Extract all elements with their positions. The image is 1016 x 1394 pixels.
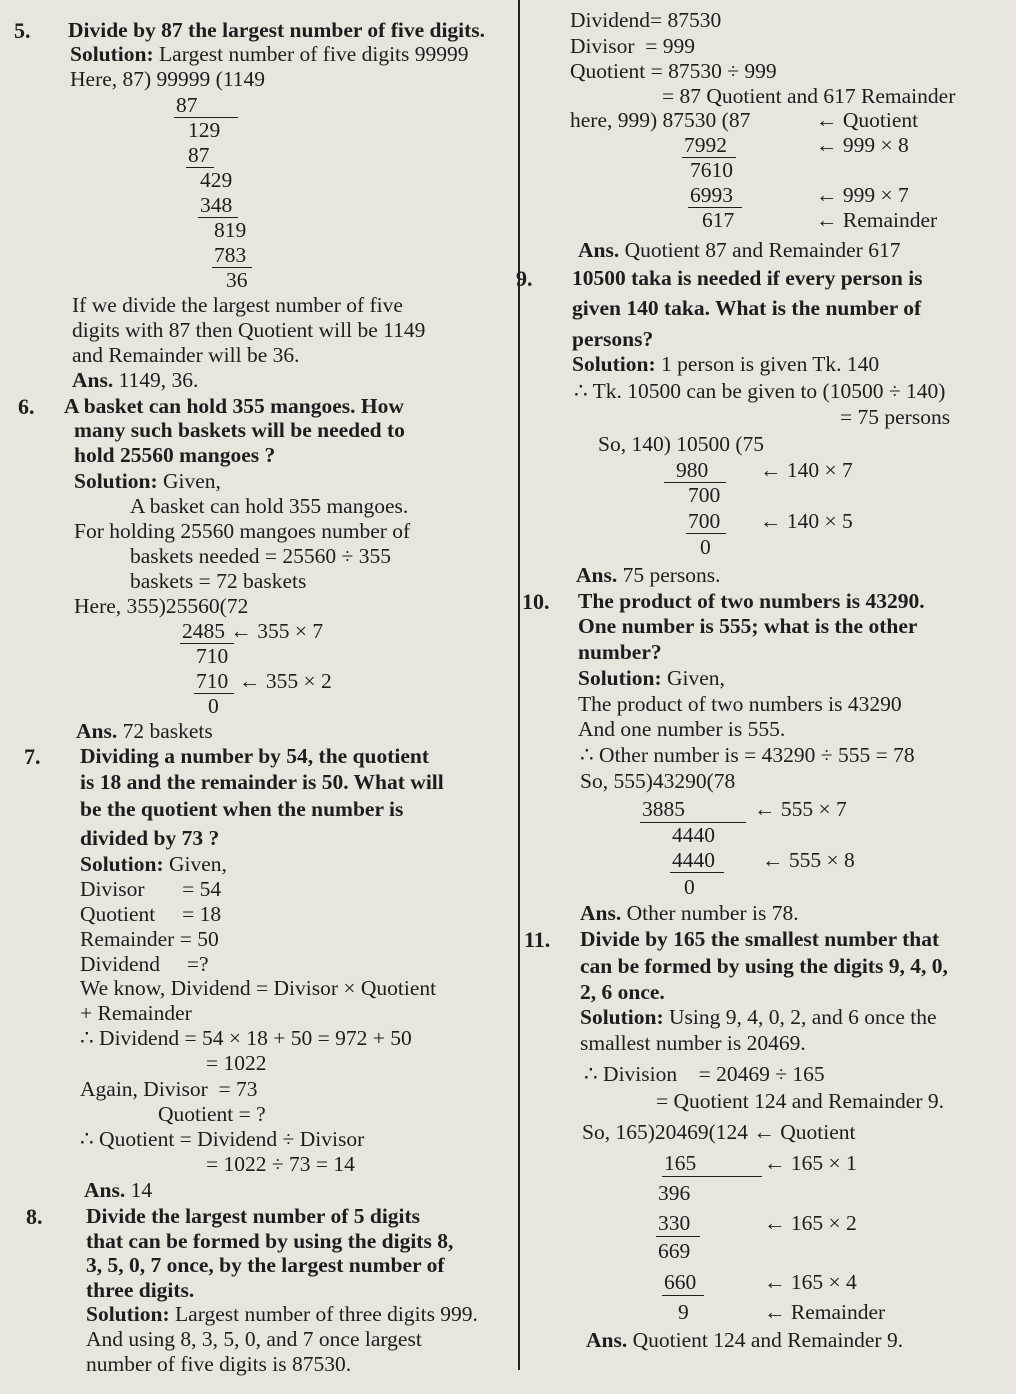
q5-title: Divide by 87 the largest number of five digits. bbox=[68, 18, 486, 42]
q11-work-underline bbox=[656, 1236, 700, 1237]
q6-work-line: 710 bbox=[196, 644, 229, 668]
q11-work-line: 9 bbox=[678, 1300, 689, 1324]
q10-line: ∴ Other number is = 43290 ÷ 555 = 78 bbox=[580, 743, 915, 767]
q9-title-line: given 140 taka. What is the number of bbox=[572, 296, 922, 320]
q5-explanation-line: digits with 87 then Quotient will be 1149 bbox=[72, 318, 426, 342]
q6-line: baskets = 72 baskets bbox=[130, 569, 307, 593]
solution-text: Largest number of three digits 999. bbox=[169, 1302, 478, 1326]
q6-work-note: ← 355 × 2 bbox=[239, 669, 332, 693]
q7-number: 7. bbox=[24, 744, 41, 769]
q11-work-note: ← 165 × 4 bbox=[764, 1270, 857, 1294]
q8-line: And using 8, 3, 5, 0, and 7 once largest bbox=[86, 1327, 422, 1351]
q8-quotient-note: ← Quotient bbox=[816, 108, 919, 132]
solution-label: Solution: bbox=[572, 352, 656, 376]
q5-work-line: 783 bbox=[214, 243, 247, 267]
q6-title-line: A basket can hold 355 mangoes. How bbox=[64, 394, 404, 418]
q9-division-setup: So, 140) 10500 (75 bbox=[598, 432, 765, 456]
q11-title-line: can be formed by using the digits 9, 4, 0, bbox=[580, 954, 948, 978]
q10-work-note: ← 555 × 7 bbox=[754, 797, 847, 821]
q7-line: Quotient = 18 bbox=[80, 902, 222, 926]
q8-line: number of five digits is 87530. bbox=[86, 1352, 352, 1376]
q10-answer bbox=[580, 901, 799, 926]
q5-work-line: 87 bbox=[176, 93, 198, 117]
q6-answer bbox=[76, 719, 213, 744]
q9-work-line: 700 bbox=[688, 509, 721, 533]
q8-work-line: 7992 bbox=[684, 133, 727, 157]
q5-work-line: 129 bbox=[188, 118, 221, 142]
solution-label: Solution: bbox=[74, 469, 158, 493]
solution-label: Solution: bbox=[580, 1005, 664, 1029]
answer-label: Ans. bbox=[586, 1328, 628, 1352]
q7-line: = 1022 bbox=[206, 1051, 267, 1075]
q10-title-line: The product of two numbers is 43290. bbox=[578, 589, 925, 613]
answer-text: Quotient 87 and Remainder 617 bbox=[619, 238, 901, 262]
q7-solution bbox=[80, 852, 227, 877]
q10-title-line: One number is 555; what is the other bbox=[578, 614, 918, 638]
q7-line: ∴ Dividend = 54 × 18 + 50 = 972 + 50 bbox=[80, 1026, 412, 1050]
q9-work-line: 700 bbox=[688, 483, 721, 507]
solution-label: Solution: bbox=[70, 42, 154, 66]
q8-line: Divisor = 999 bbox=[570, 34, 696, 58]
q9-line: ∴ Tk. 10500 can be given to (10500 ÷ 140) bbox=[574, 379, 946, 403]
q11-work-line: 396 bbox=[658, 1181, 691, 1205]
q7-line: Divisor = 54 bbox=[80, 877, 222, 901]
q9-work-line: 980 bbox=[676, 458, 709, 482]
q7-line: Remainder = 50 bbox=[80, 927, 219, 951]
q7-line: We know, Dividend = Divisor × Quotient bbox=[80, 976, 437, 1000]
q6-division-setup: Here, 355)25560(72 bbox=[74, 594, 249, 618]
q5-work-line: 348 bbox=[200, 193, 233, 217]
q8-title-line: that can be formed by using the digits 8, bbox=[86, 1229, 454, 1253]
q11-work-note: ← 165 × 1 bbox=[764, 1151, 857, 1175]
q8-line: Quotient = 87530 ÷ 999 bbox=[570, 59, 777, 83]
q8-title-line: 3, 5, 0, 7 once, by the largest number of bbox=[86, 1253, 445, 1277]
q10-work-line: 0 bbox=[684, 875, 695, 899]
q11-work-line: 330 bbox=[658, 1211, 691, 1235]
q7-line: ∴ Quotient = Dividend ÷ Divisor bbox=[80, 1127, 365, 1151]
q7-title-line: Dividing a number by 54, the quotient bbox=[80, 744, 430, 768]
q7-line: Dividend =? bbox=[80, 952, 209, 976]
q9-work-underline bbox=[686, 533, 726, 534]
q9-title-line: 10500 taka is needed if every person is bbox=[572, 266, 923, 290]
answer-text: 72 baskets bbox=[117, 719, 213, 743]
answer-text: 75 persons. bbox=[617, 563, 721, 587]
solution-text: Using 9, 4, 0, 2, and 6 once the bbox=[663, 1005, 937, 1029]
q11-line: ∴ Division = 20469 ÷ 165 bbox=[584, 1062, 825, 1086]
q9-work-note: ← 140 × 5 bbox=[760, 509, 853, 533]
column-divider bbox=[518, 0, 520, 1370]
solution-text: 1 person is given Tk. 140 bbox=[655, 352, 880, 376]
q8-line: Dividend= 87530 bbox=[570, 8, 722, 32]
q11-work-note: ← Remainder bbox=[764, 1300, 886, 1324]
q6-solution bbox=[74, 469, 221, 494]
q7-line: Quotient = ? bbox=[158, 1102, 266, 1126]
answer-text: Quotient 124 and Remainder 9. bbox=[627, 1328, 904, 1352]
q8-work-note: ← 999 × 8 bbox=[816, 133, 909, 157]
q9-number: 9. bbox=[516, 266, 533, 291]
q7-line: + Remainder bbox=[80, 1001, 192, 1025]
q6-title-line: many such baskets will be needed to bbox=[74, 418, 405, 442]
q11-line: = Quotient 124 and Remainder 9. bbox=[656, 1089, 944, 1113]
q6-work-line bbox=[182, 619, 323, 644]
q7-line: = 1022 ÷ 73 = 14 bbox=[206, 1152, 355, 1176]
q6-title-line: hold 25560 mangoes ? bbox=[74, 443, 276, 467]
solution-text: Given, bbox=[157, 469, 221, 493]
q10-division-setup: So, 555)43290(78 bbox=[580, 769, 736, 793]
q11-work-underline bbox=[662, 1176, 762, 1177]
q6-work-value: 710 bbox=[196, 669, 229, 693]
q8-title-line: three digits. bbox=[86, 1278, 195, 1302]
q5-explanation-line: and Remainder will be 36. bbox=[72, 343, 300, 367]
q5-work-line: 429 bbox=[200, 168, 233, 192]
q6-work-line: 0 bbox=[208, 694, 219, 718]
q11-line: smallest number is 20469. bbox=[580, 1031, 806, 1055]
q5-work-line: 87 bbox=[188, 143, 210, 167]
q7-title-line: be the quotient when the number is bbox=[80, 797, 404, 821]
q5-work-line: 36 bbox=[226, 268, 248, 292]
q10-line: And one number is 555. bbox=[578, 717, 786, 741]
q10-title-line: number? bbox=[578, 640, 662, 664]
q9-work-note: ← 140 × 7 bbox=[760, 458, 853, 482]
q11-title-line: 2, 6 once. bbox=[580, 980, 665, 1004]
solution-text: Given, bbox=[163, 852, 227, 876]
answer-label: Ans. bbox=[578, 238, 620, 262]
q8-work-line: 7610 bbox=[690, 158, 733, 182]
q10-work-line: 4440 bbox=[672, 823, 715, 847]
q11-work-line: 165 bbox=[664, 1151, 697, 1175]
q5-answer bbox=[72, 368, 198, 393]
q8-work-note: ← Remainder bbox=[816, 208, 938, 232]
q5-division-setup: Here, 87) 99999 (1149 bbox=[70, 67, 266, 91]
q7-answer bbox=[84, 1178, 152, 1203]
q11-solution bbox=[580, 1005, 937, 1030]
q9-title-line: persons? bbox=[572, 327, 654, 351]
q6-line: For holding 25560 mangoes number of bbox=[74, 519, 411, 543]
q8-title-line: Divide the largest number of 5 digits bbox=[86, 1204, 421, 1228]
solution-text: Given, bbox=[661, 666, 725, 690]
solution-label: Solution: bbox=[80, 852, 164, 876]
q8-work-line: 6993 bbox=[690, 183, 733, 207]
q6-work-note: ← 355 × 7 bbox=[230, 619, 324, 643]
q5-work-line: 819 bbox=[214, 218, 247, 242]
answer-text: 14 bbox=[125, 1178, 153, 1202]
q7-title-line: divided by 73 ? bbox=[80, 826, 220, 850]
q6-work-line bbox=[196, 669, 332, 694]
q7-title-line: is 18 and the remainder is 50. What will bbox=[80, 770, 444, 794]
q10-work-line: 4440 bbox=[672, 848, 715, 872]
q5-explanation-line: If we divide the largest number of five bbox=[72, 293, 403, 317]
q8-number: 8. bbox=[26, 1204, 43, 1229]
q11-work-note: ← 165 × 2 bbox=[764, 1211, 857, 1235]
q11-work-line: 660 bbox=[664, 1270, 697, 1294]
q9-solution bbox=[572, 352, 879, 377]
q10-solution bbox=[578, 666, 725, 691]
q5-solution bbox=[70, 42, 469, 67]
q6-work-value: 2485 bbox=[182, 619, 225, 643]
q10-work-line: 3885 bbox=[642, 797, 685, 821]
q11-work-line: 669 bbox=[658, 1239, 691, 1263]
solution-label: Solution: bbox=[578, 666, 662, 690]
q11-answer bbox=[586, 1328, 903, 1353]
q6-line: baskets needed = 25560 ÷ 355 bbox=[130, 544, 391, 568]
q11-work-underline bbox=[662, 1295, 704, 1296]
q11-number: 11. bbox=[524, 927, 551, 952]
answer-label: Ans. bbox=[576, 563, 618, 587]
answer-label: Ans. bbox=[72, 368, 114, 392]
q11-division-setup: So, 165)20469(124 ← Quotient bbox=[582, 1120, 856, 1144]
q10-line: The product of two numbers is 43290 bbox=[578, 692, 902, 716]
q9-answer bbox=[576, 563, 721, 588]
q10-work-note: ← 555 × 8 bbox=[762, 848, 855, 872]
q8-solution bbox=[86, 1302, 478, 1327]
q8-line: = 87 Quotient and 617 Remainder bbox=[662, 84, 956, 108]
q6-number: 6. bbox=[18, 394, 35, 419]
q11-title-line: Divide by 165 the smallest number that bbox=[580, 927, 940, 951]
q7-line: Again, Divisor = 73 bbox=[80, 1077, 258, 1101]
solution-text: Largest number of five digits 99999 bbox=[153, 42, 469, 66]
answer-label: Ans. bbox=[84, 1178, 126, 1202]
q10-number: 10. bbox=[522, 589, 550, 614]
solution-label: Solution: bbox=[86, 1302, 170, 1326]
q10-work-underline bbox=[670, 872, 724, 873]
q5-number: 5. bbox=[14, 18, 31, 43]
q8-division-setup: here, 999) 87530 (87 bbox=[570, 108, 751, 132]
q6-line: A basket can hold 355 mangoes. bbox=[130, 494, 409, 518]
answer-text: Other number is 78. bbox=[621, 901, 799, 925]
q9-line: = 75 persons bbox=[840, 405, 951, 429]
q9-work-line: 0 bbox=[700, 535, 711, 559]
answer-label: Ans. bbox=[76, 719, 118, 743]
q8-work-line: 617 bbox=[702, 208, 735, 232]
answer-text: 1149, 36. bbox=[113, 368, 199, 392]
q8-work-note: ← 999 × 7 bbox=[816, 183, 909, 207]
q8-answer bbox=[578, 238, 900, 263]
answer-label: Ans. bbox=[580, 901, 622, 925]
